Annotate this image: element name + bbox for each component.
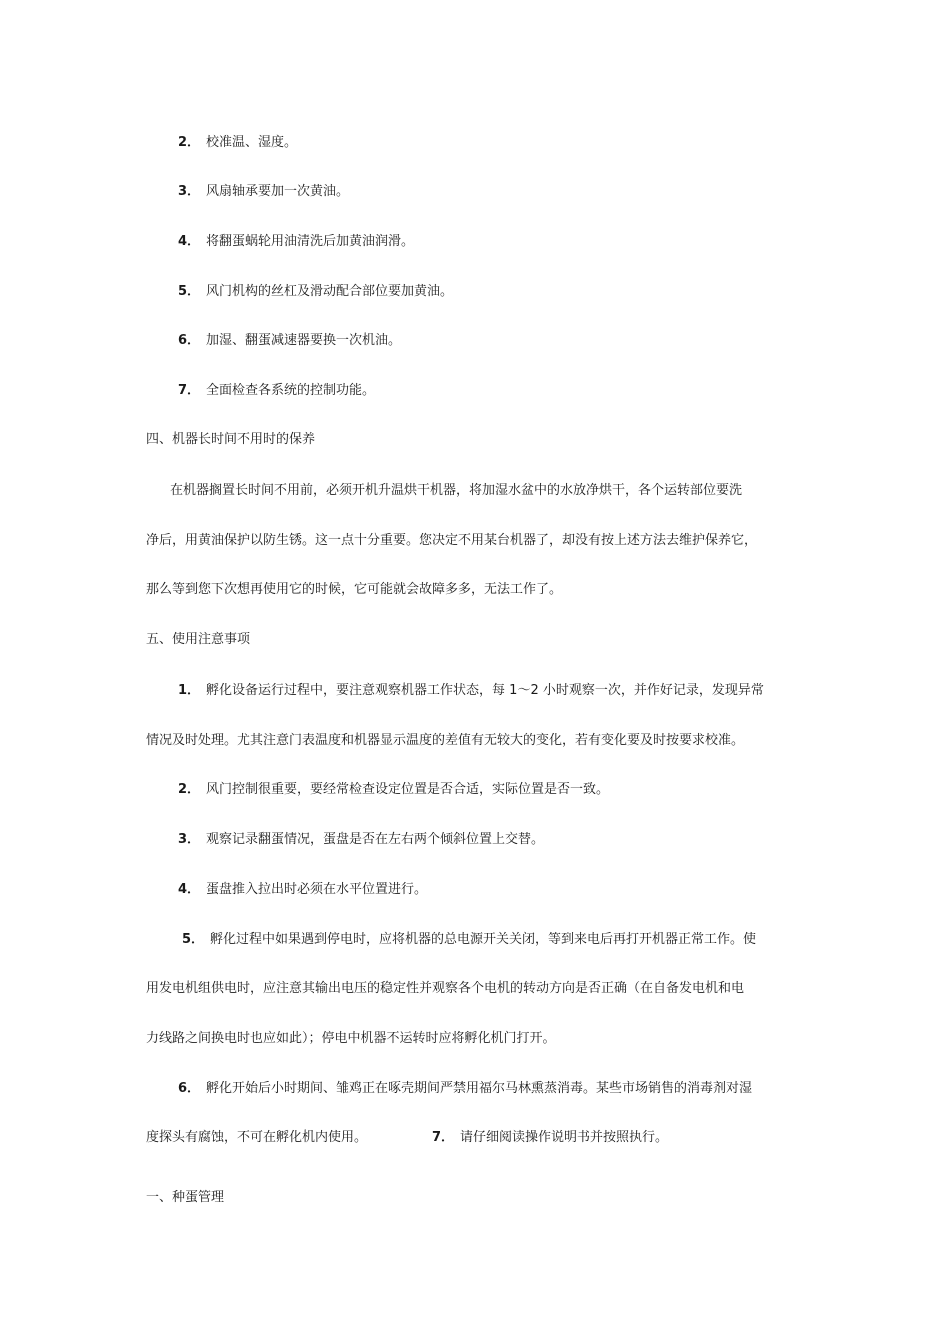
item-number: 4． [178, 882, 201, 897]
paragraph-line: 那么等到您下次想再使用它的时候，它可能就会故障多多，无法工作了。 [146, 582, 563, 597]
item-number: 5． [182, 932, 205, 947]
item-number: 5． [178, 284, 201, 299]
section-heading-5: 五、使用注意事项 [146, 632, 251, 647]
notice-item-3 [178, 831, 544, 849]
item-number: 4． [178, 234, 201, 249]
item-number: 2． [178, 782, 201, 797]
item-number: 1． [178, 683, 201, 698]
maintenance-item-3 [178, 183, 349, 201]
item-text: 全面检查各系统的控制功能。 [206, 383, 376, 398]
maintenance-item-5 [178, 283, 453, 301]
paragraph-line: 情况及时处理。尤其注意门表温度和机器显示温度的差值有无较大的变化，若有变化要及时按要求校准。 [146, 733, 745, 748]
maintenance-item-2 [178, 134, 297, 152]
item-number: 2． [178, 135, 201, 150]
item-text: 风扇轴承要加一次黄油。 [206, 184, 350, 199]
notice-item-7 [432, 1129, 668, 1147]
notice-item-1 [178, 682, 764, 700]
item-text: 蛋盘推入拉出时必须在水平位置进行。 [206, 882, 428, 897]
notice-item-6 [178, 1080, 752, 1098]
item-text: 观察记录翻蛋情况，蛋盘是否在左右两个倾斜位置上交替。 [206, 832, 545, 847]
maintenance-item-7 [178, 382, 375, 400]
section-heading-1: 一、种蛋管理 [146, 1190, 225, 1205]
item-text: 风门机构的丝杠及滑动配合部位要加黄油。 [206, 284, 454, 299]
paragraph-line: 用发电机组供电时，应注意其输出电压的稳定性并观察各个电机的转动方向是否正确（在自备发电机和电 [146, 981, 745, 996]
item-text: 加湿、翻蛋减速器要换一次机油。 [206, 333, 402, 348]
paragraph-line: 度探头有腐蚀，不可在孵化机内使用。 [146, 1130, 368, 1145]
item-number: 7． [178, 383, 201, 398]
paragraph-line: 净后，用黄油保护以防生锈。这一点十分重要。您决定不用某台机器了，却没有按上述方法去维护保养它， [146, 533, 758, 548]
item-text: 风门控制很重要，要经常检查设定位置是否合适，实际位置是否一致。 [206, 782, 610, 797]
item-number: 7． [432, 1130, 455, 1145]
item-number: 6． [178, 1081, 201, 1096]
notice-item-2 [178, 781, 609, 799]
item-text: 请仔细阅读操作说明书并按照执行。 [460, 1130, 669, 1145]
section-heading-4: 四、机器长时间不用时的保养 [146, 432, 316, 447]
item-text: 孵化过程中如果遇到停电时，应将机器的总电源开关关闭，等到来电后再打开机器正常工作。使 [210, 932, 757, 947]
item-text: 校准温、湿度。 [206, 135, 298, 150]
notice-item-5 [182, 931, 756, 949]
notice-item-4 [178, 881, 427, 899]
paragraph-line: 在机器搁置长时间不用前，必须开机升温烘干机器，将加湿水盆中的水放净烘干，各个运转部位要洗 [170, 483, 743, 498]
paragraph-line: 力线路之间换电时也应如此）；停电中机器不运转时应将孵化机门打开。 [146, 1031, 556, 1046]
item-text: 孵化设备运行过程中，要注意观察机器工作状态，每 1～2 小时观察一次，并作好记录，发现异常 [206, 683, 764, 698]
item-number: 3． [178, 832, 201, 847]
item-text: 将翻蛋蜗轮用油清洗后加黄油润滑。 [206, 234, 415, 249]
item-text: 孵化开始后小时期间、雏鸡正在啄壳期间严禁用福尔马林熏蒸消毒。某些市场销售的消毒剂对湿 [206, 1081, 753, 1096]
maintenance-item-6 [178, 332, 401, 350]
item-number: 6． [178, 333, 201, 348]
maintenance-item-4 [178, 233, 414, 251]
item-number: 3． [178, 184, 201, 199]
